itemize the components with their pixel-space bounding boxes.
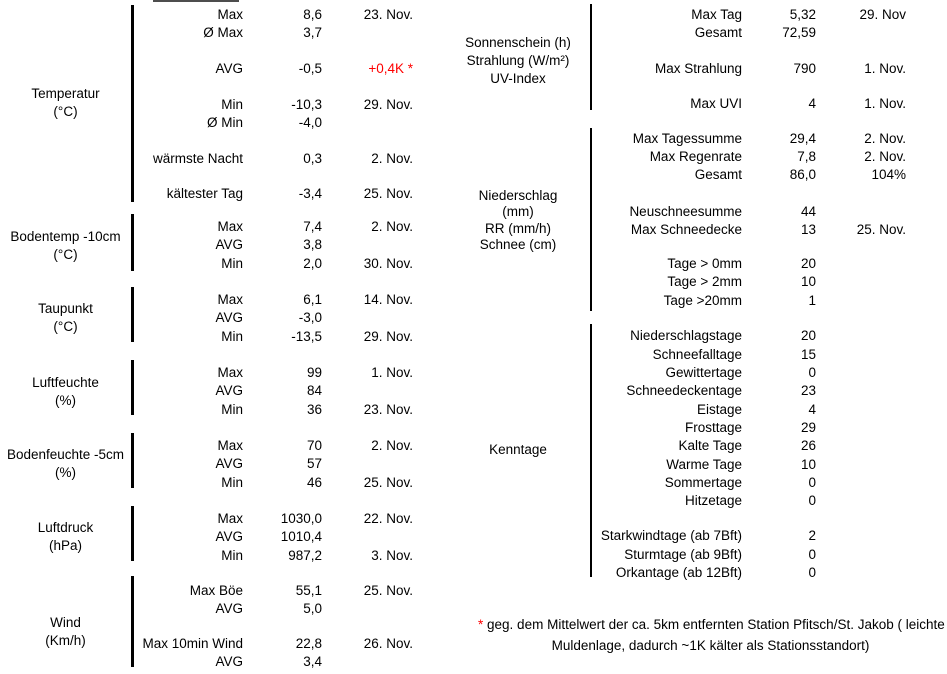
- stat-label: Max Regenrate: [649, 149, 742, 164]
- stat-label: Min: [221, 97, 243, 112]
- category-line: Temperatur: [31, 86, 100, 101]
- table-row: [0, 131, 947, 147]
- footnote-text: geg. dem Mittelwert der ca. 5km entfernten Station Pfitsch/St. Jakob ( leichte: [487, 617, 945, 632]
- table-row: [0, 493, 947, 509]
- stat-value: 1010,4: [280, 529, 322, 544]
- stat-label: Frosttage: [684, 420, 742, 435]
- stat-value: 22,8: [295, 636, 322, 651]
- table-row: [0, 565, 947, 581]
- stat-label: Hitzetage: [684, 493, 742, 508]
- stat-label: Ø Min: [206, 115, 243, 130]
- table-row: [0, 61, 947, 77]
- category-line: Bodenfeuchte -5cm: [6, 447, 125, 462]
- stat-value: 8,6: [303, 7, 322, 22]
- stat-date: 25. Nov.: [363, 475, 413, 490]
- stat-label: Max 10min Wind: [142, 636, 243, 651]
- stat-value: 10: [800, 457, 816, 472]
- stat-date: 14. Nov.: [363, 292, 413, 307]
- stat-value: 3,8: [303, 237, 322, 252]
- stat-label: Eistage: [696, 402, 742, 417]
- stat-value: 3,7: [303, 25, 322, 40]
- stat-date: 22. Nov.: [363, 511, 413, 526]
- category-line: (°C): [53, 104, 78, 119]
- stat-label: Max Tag: [691, 7, 742, 22]
- stat-value: 99: [306, 365, 322, 380]
- table-row: [0, 237, 947, 253]
- category-line: UV-Index: [490, 71, 546, 86]
- stat-date: 29. Nov.: [363, 97, 413, 112]
- stat-value: 0: [808, 365, 816, 380]
- stat-date: 26. Nov.: [363, 636, 413, 651]
- stat-label: Max: [217, 219, 243, 234]
- stat-label: Tage > 0mm: [667, 256, 742, 271]
- category-line: (hPa): [48, 538, 82, 553]
- stat-label: Niederschlagstage: [630, 328, 742, 343]
- stat-label: AVG: [215, 601, 243, 616]
- stat-label: Max: [217, 292, 243, 307]
- stat-date: 1. Nov.: [371, 365, 413, 380]
- stat-value: 0: [808, 475, 816, 490]
- category-line: Bodentemp -10cm: [10, 229, 121, 244]
- category-line: (%): [55, 465, 76, 480]
- stat-label: kältester Tag: [166, 186, 243, 201]
- stat-date: 25. Nov.: [856, 222, 906, 237]
- stat-value: 2,0: [303, 256, 322, 271]
- category-line: (%): [55, 393, 76, 408]
- stat-value: -3,4: [298, 186, 322, 201]
- category-line: Niederschlag: [478, 188, 558, 203]
- stat-value: -10,3: [291, 97, 322, 112]
- stat-value: 4: [808, 402, 816, 417]
- stat-date: 2. Nov.: [371, 219, 413, 234]
- table-row: [0, 167, 947, 183]
- stat-label: Sommertage: [664, 475, 742, 490]
- stat-label: Max Tagessumme: [632, 131, 742, 146]
- category-line: Wind: [50, 615, 81, 630]
- table-row: [0, 528, 947, 544]
- table-row: [0, 115, 947, 131]
- stat-label: AVG: [215, 456, 243, 471]
- stat-value: 7,4: [303, 219, 322, 234]
- stat-label: Tage >20mm: [663, 293, 742, 308]
- stat-value: 46: [306, 475, 322, 490]
- stat-date: 25. Nov.: [363, 186, 413, 201]
- stat-value: 790: [793, 61, 816, 76]
- stat-value: 20: [800, 256, 816, 271]
- table-row: [0, 7, 947, 23]
- stat-value: 29: [800, 420, 816, 435]
- stat-date: 2. Nov.: [371, 151, 413, 166]
- stat-label: Gesamt: [694, 167, 742, 182]
- footnote-line2: Muldenlage, dadurch ~1K kälter als Stationsstandort): [551, 638, 870, 654]
- stat-label: Schneefalltage: [652, 347, 742, 362]
- stat-label: Tage > 2mm: [667, 274, 742, 289]
- stat-value: 0: [808, 547, 816, 562]
- table-row: [0, 583, 947, 599]
- anomaly-note: +0,4K *: [368, 61, 413, 76]
- stat-value: 29,4: [789, 131, 816, 146]
- stat-label: Max Böe: [189, 583, 243, 598]
- stat-value: 86,0: [789, 167, 816, 182]
- category-line: (°C): [53, 319, 78, 334]
- category-line: RR (mm/h): [485, 220, 551, 236]
- stat-label: Sturmtage (ab 9Bft): [624, 547, 742, 562]
- table-row: [0, 420, 947, 436]
- stat-label: AVG: [215, 61, 243, 76]
- category-line: Luftfeuchte: [32, 375, 99, 390]
- stat-value: 23: [800, 383, 816, 398]
- table-row: [0, 438, 947, 454]
- stat-label: Orkantage (ab 12Bft): [615, 565, 742, 580]
- table-row: [0, 347, 947, 363]
- stat-value: -4,0: [298, 115, 322, 130]
- table-row: [0, 475, 947, 491]
- stat-value: 0,3: [303, 151, 322, 166]
- stat-label: Warme Tage: [666, 457, 742, 472]
- stat-label: AVG: [215, 654, 243, 669]
- category-line: Strahlung (W/m²): [466, 53, 570, 68]
- stat-value: 987,2: [288, 548, 322, 563]
- stat-label: Min: [221, 548, 243, 563]
- stat-value: -3,0: [298, 310, 322, 325]
- table-row: [0, 222, 947, 238]
- stat-percent: 104%: [871, 167, 906, 182]
- category-line: Taupunkt: [38, 301, 93, 316]
- stat-value: 7,8: [797, 149, 816, 164]
- stat-label: Gesamt: [694, 25, 742, 40]
- stat-label: AVG: [215, 310, 243, 325]
- stat-value: 84: [306, 383, 322, 398]
- stat-label: Max: [217, 365, 243, 380]
- stat-value: 70: [306, 438, 322, 453]
- stat-date: 1. Nov.: [864, 96, 906, 111]
- category-line: Schnee (cm): [479, 236, 557, 252]
- table-row: [0, 25, 947, 41]
- stat-label: Max: [217, 511, 243, 526]
- table-row: [0, 365, 947, 381]
- table-row: [0, 328, 947, 344]
- stat-label: Min: [221, 475, 243, 490]
- table-row: [0, 402, 947, 418]
- stat-date: 2. Nov.: [864, 149, 906, 164]
- stat-value: 72,59: [782, 25, 816, 40]
- stat-label: Neuschneesumme: [629, 204, 742, 219]
- stat-date: 2. Nov.: [864, 131, 906, 146]
- table-row: [0, 457, 947, 473]
- stat-value: 10: [800, 274, 816, 289]
- category-line: (mm): [502, 204, 534, 220]
- table-row: [0, 256, 947, 272]
- stat-value: 6,1: [303, 292, 322, 307]
- stat-value: -13,5: [291, 329, 322, 344]
- footnote-asterisk: *: [478, 617, 484, 632]
- table-row: [0, 274, 947, 290]
- stat-date: 23. Nov.: [363, 402, 413, 417]
- table-row: [0, 310, 947, 326]
- stat-label: Max Schneedecke: [630, 222, 742, 237]
- table-row: [0, 149, 947, 165]
- stat-value: 26: [800, 438, 816, 453]
- category-line: (Km/h): [45, 633, 86, 648]
- stat-date: 25. Nov.: [363, 583, 413, 598]
- stat-value: -0,5: [298, 61, 322, 76]
- stat-value: 55,1: [295, 583, 322, 598]
- stat-value: 5,0: [303, 601, 322, 616]
- table-row: [0, 204, 947, 220]
- stat-value: 0: [808, 493, 816, 508]
- stat-value: 36: [306, 402, 322, 417]
- border-remnant: [153, 0, 239, 2]
- stat-label: Max: [217, 438, 243, 453]
- stat-value: 0: [808, 565, 816, 580]
- stat-label: wärmste Nacht: [152, 151, 243, 166]
- table-row: [0, 186, 947, 202]
- stat-value: 20: [800, 328, 816, 343]
- stat-value: 3,4: [303, 654, 322, 669]
- table-row: [0, 383, 947, 399]
- category-line: Kenntage: [489, 442, 547, 457]
- category-line: (°C): [53, 247, 78, 262]
- stat-value: 1: [808, 293, 816, 308]
- stat-date: 29. Nov: [859, 7, 906, 22]
- table-row: [0, 293, 947, 309]
- stat-value: 57: [306, 456, 322, 471]
- stat-label: Max: [217, 7, 243, 22]
- stat-value: 1030,0: [280, 511, 322, 526]
- stat-label: Min: [221, 256, 243, 271]
- stat-label: Min: [221, 329, 243, 344]
- stat-label: Schneedeckentage: [626, 383, 742, 398]
- stat-value: 2: [808, 528, 816, 543]
- stat-label: Max Strahlung: [654, 61, 742, 76]
- stat-label: Gewittertage: [665, 365, 742, 380]
- stat-date: 2. Nov.: [371, 438, 413, 453]
- stat-date: 29. Nov.: [363, 329, 413, 344]
- table-row: [0, 96, 947, 112]
- footnote: [478, 614, 943, 657]
- stat-label: Max UVI: [690, 96, 742, 111]
- stat-label: Kalte Tage: [678, 438, 742, 453]
- stat-label: Starkwindtage (ab 7Bft): [600, 528, 742, 543]
- stat-value: 5,32: [789, 7, 816, 22]
- stat-value: 44: [800, 204, 816, 219]
- stat-date: 30. Nov.: [363, 256, 413, 271]
- stat-value: 13: [800, 222, 816, 237]
- footnote-line1: [478, 614, 943, 635]
- stat-date: 3. Nov.: [371, 548, 413, 563]
- table-row: [0, 511, 947, 527]
- stat-date: 23. Nov.: [363, 7, 413, 22]
- stat-label: AVG: [215, 383, 243, 398]
- stat-label: AVG: [215, 237, 243, 252]
- stat-label: Ø Max: [203, 25, 243, 40]
- stat-value: 15: [800, 347, 816, 362]
- stat-value: 4: [808, 96, 816, 111]
- stat-date: 1. Nov.: [864, 61, 906, 76]
- stat-label: Min: [221, 402, 243, 417]
- category-line: Sonnenschein (h): [465, 35, 571, 50]
- stat-label: AVG: [215, 529, 243, 544]
- category-line: Luftdruck: [37, 520, 94, 535]
- table-row: [0, 547, 947, 563]
